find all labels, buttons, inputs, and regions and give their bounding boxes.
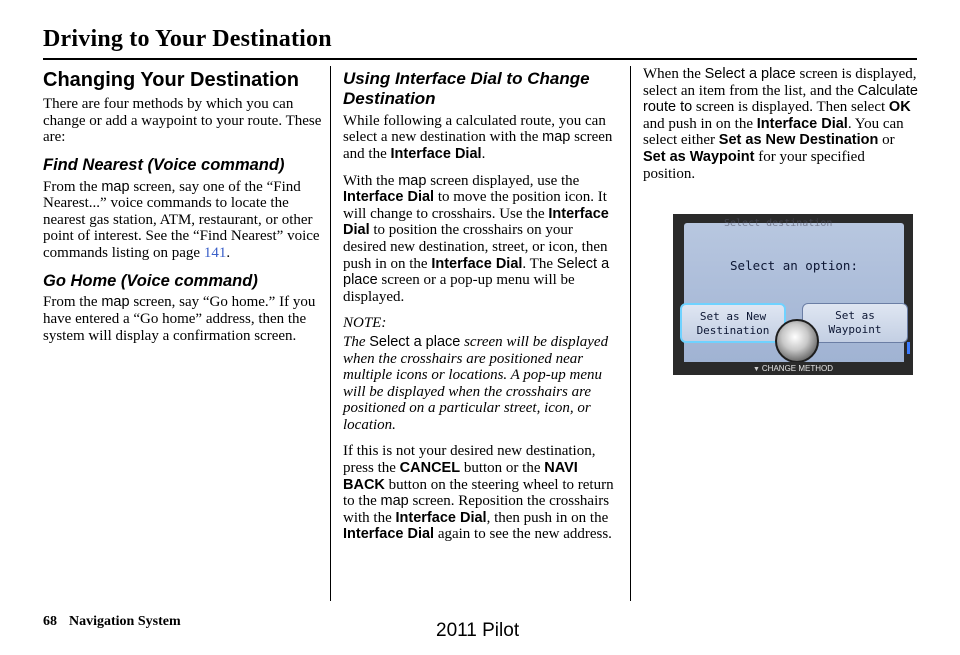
watermark: 2011 Pilot xyxy=(436,620,520,641)
text-run: to move the position icon. It will change to crosshairs. Use the xyxy=(343,189,607,222)
column-3 xyxy=(643,66,919,192)
navi-back-button-term: NAVI BACK xyxy=(343,460,578,493)
text-run: screen will be displayed when the crosshairs are positioned near multiple icons or locations. A pop-up menu will be displayed when the crosshairs are positioned on a particular street, icon, or location. xyxy=(343,333,609,433)
select-place-term: Select a place xyxy=(343,255,610,289)
subheading-interface-dial: Using Interface Dial to Change Destination xyxy=(343,69,590,109)
column-2 xyxy=(343,66,619,553)
title-rule xyxy=(43,58,917,60)
text-run: . The xyxy=(522,255,557,272)
map-term: map xyxy=(380,493,409,510)
interface-dial-knob-icon xyxy=(775,319,819,363)
interface-dial-term: Interface Dial xyxy=(395,509,487,526)
text-run: If this is not your desired new destination, press the xyxy=(343,443,596,477)
section-heading-changing-destination: Changing Your Destination xyxy=(43,69,299,91)
map-term: map xyxy=(398,172,427,189)
text-run: for your specified position. xyxy=(643,148,865,182)
set-waypoint-term: Set as Waypoint xyxy=(643,148,755,165)
text-run: screen or a pop-up menu will be displayed. xyxy=(343,272,575,305)
interface-dial-term: Interface Dial xyxy=(343,526,435,543)
set-new-destination-term: Set as New Destination xyxy=(718,132,879,149)
option-line: Waypoint xyxy=(828,323,882,336)
text-run: . You can select either xyxy=(643,115,904,149)
select-place-term: Select a place xyxy=(369,333,461,350)
text-run: to position the crosshairs on your desired new destination, street, or icon, then push in on the xyxy=(343,222,608,272)
text-run: The xyxy=(343,333,370,350)
ok-term: OK xyxy=(888,99,911,116)
footer-section: Navigation System xyxy=(69,614,181,629)
text-run: screen is displayed, select an item from the list, and the xyxy=(643,66,917,99)
interface-dial-term: Interface Dial xyxy=(431,255,523,272)
navigation-screen-image xyxy=(673,214,913,375)
screen-display xyxy=(684,218,904,368)
screen-edge-marker xyxy=(907,342,910,354)
page-title: Driving to Your Destination xyxy=(43,26,332,52)
map-term: map xyxy=(101,178,130,195)
text-run: With the xyxy=(343,172,399,189)
text-run: button on the steering wheel to return to the xyxy=(343,476,614,510)
text-run: . xyxy=(226,244,231,261)
text-run: When the xyxy=(643,66,705,82)
text-run: or xyxy=(878,132,895,149)
page-footer xyxy=(43,614,181,630)
text-run: again to see the new address. xyxy=(434,526,612,543)
set-as-new-destination-option[interactable] xyxy=(680,303,786,343)
text-run: While following a calculated route, you can select a new destination with the xyxy=(343,112,606,146)
screen-prompt: Select an option: xyxy=(730,258,858,273)
note-label: NOTE: xyxy=(343,315,387,332)
subheading-find-nearest: Find Nearest (Voice command) xyxy=(43,155,285,174)
text-run: screen, say “Go home.” If you have entered a “Go home” address, then the system will display a confirmation screen. xyxy=(43,294,316,344)
option-line: Set as New xyxy=(699,310,767,323)
find-nearest-paragraph xyxy=(43,179,323,262)
text-run: From the xyxy=(43,178,102,195)
map-term: map xyxy=(101,294,130,311)
text-run: screen. Reposition the crosshairs with the xyxy=(343,493,610,526)
screen-ghost-title: Select destination xyxy=(724,218,833,228)
page-number: 68 xyxy=(43,614,57,629)
option-line: Set as xyxy=(835,309,875,322)
note-paragraph xyxy=(343,334,619,434)
text-run: . xyxy=(481,145,486,162)
select-place-paragraph xyxy=(643,66,919,182)
map-term: map xyxy=(542,129,571,146)
option-line: Destination xyxy=(696,324,770,337)
interface-dial-term: Interface Dial xyxy=(343,205,609,239)
text-run: screen is displayed. Then select xyxy=(692,99,889,116)
text-run: screen, say one of the “Find Nearest...” voice commands to locate the nearest gas station, ATM, restaurant, or other point of interest. See the “Find Nearest” voice commands listing on page xyxy=(43,178,320,261)
column-divider-1 xyxy=(330,66,331,601)
column-divider-2 xyxy=(630,66,631,601)
dial-paragraph-3 xyxy=(343,443,619,543)
interface-dial-term: Interface Dial xyxy=(343,189,435,206)
change-method-label: CHANGE METHOD xyxy=(761,364,834,373)
screen-footer xyxy=(673,362,913,375)
text-run: button or the xyxy=(460,460,545,477)
triangle-down-icon: ▼ xyxy=(752,366,760,373)
column-1 xyxy=(43,66,323,354)
go-home-paragraph xyxy=(43,294,323,344)
dial-paragraph-2 xyxy=(343,173,619,306)
intro-paragraph: There are four methods by which you can change or add a waypoint to your route. These are: xyxy=(43,96,322,146)
select-place-term: Select a place xyxy=(704,66,796,82)
interface-dial-term: Interface Dial xyxy=(390,145,482,162)
text-run: and push in on the xyxy=(643,115,757,132)
text-run: From the xyxy=(43,294,102,311)
text-run: screen and the xyxy=(343,129,613,162)
interface-dial-term: Interface Dial xyxy=(756,115,848,132)
subheading-go-home: Go Home (Voice command) xyxy=(43,271,258,290)
cancel-button-term: CANCEL xyxy=(399,460,461,477)
text-run: screen displayed, use the xyxy=(426,172,580,189)
page-reference-link[interactable]: 141 xyxy=(203,244,227,261)
calculate-route-term: Calculate route to xyxy=(643,82,918,116)
dial-paragraph-1 xyxy=(343,113,619,163)
text-run: , then push in on the xyxy=(486,509,609,526)
